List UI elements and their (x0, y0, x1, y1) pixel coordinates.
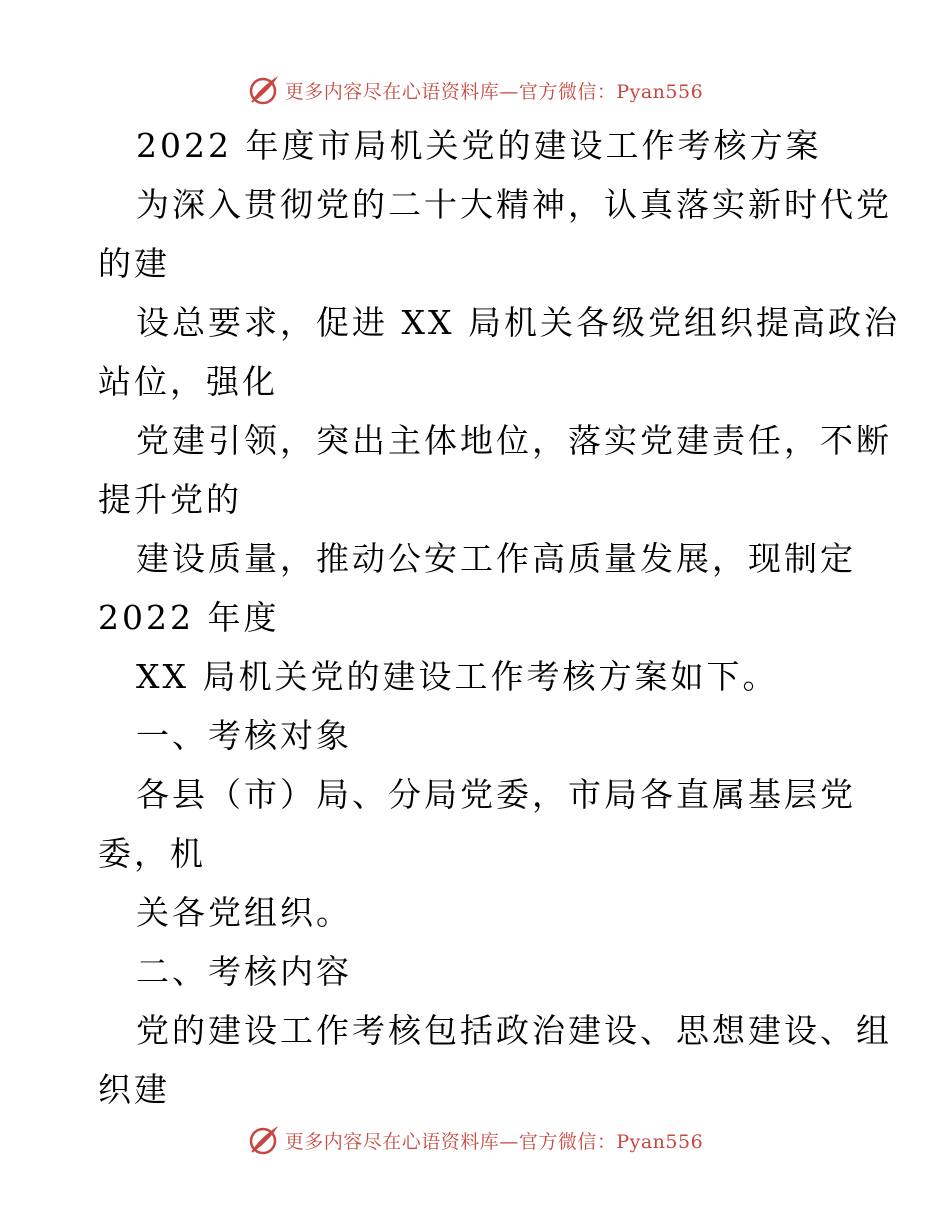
body-line: 各县（市）局、分局党委，市局各直属基层党 (136, 775, 856, 814)
body-line: 织建 (98, 1070, 170, 1109)
body-line: 关各党组织。 (136, 893, 352, 932)
footer-banner (0, 1120, 950, 1160)
banner-wechat-label: 官方微信： (518, 1130, 617, 1153)
body-line: 设总要求，促进 XX 局机关各级党组织提高政治 (136, 303, 900, 342)
body-line: 党建引领，突出主体地位，落实党建责任，不断 (136, 421, 892, 460)
body-line: 提升党的 (98, 480, 242, 519)
body-line: 的建 (98, 244, 170, 283)
banner-wechat-id: Pyan556 (616, 1130, 704, 1153)
banner-wechat-label: 官方微信： (518, 80, 617, 103)
banner-dash: — (499, 80, 519, 103)
section-heading: 二、考核内容 (136, 952, 352, 991)
body-line: 建设质量，推动公安工作高质量发展，现制定 (136, 539, 856, 578)
banner-slogan: 更多内容尽在心语资料库 (284, 1130, 500, 1153)
body-line: 站位，强化 (98, 362, 278, 401)
body-line: XX 局机关党的建设工作考核方案如下。 (136, 657, 779, 696)
banner-wechat-id: Pyan556 (616, 80, 704, 103)
document-title: 2022 年度市局机关党的建设工作考核方案 (136, 126, 822, 165)
banner-dash: — (499, 1130, 519, 1153)
section-heading: 一、考核对象 (136, 716, 352, 755)
body-line: 委，机 (98, 834, 206, 873)
body-line: 2022 年度 (98, 598, 280, 637)
banner-slogan: 更多内容尽在心语资料库 (284, 80, 500, 103)
banner-text-group (285, 1127, 703, 1154)
body-line: 为深入贯彻党的二十大精神，认真落实新时代党 (136, 185, 892, 224)
body-line: 党的建设工作考核包括政治建设、思想建设、组 (136, 1011, 892, 1050)
quill-pen-seal-icon (247, 1123, 281, 1157)
